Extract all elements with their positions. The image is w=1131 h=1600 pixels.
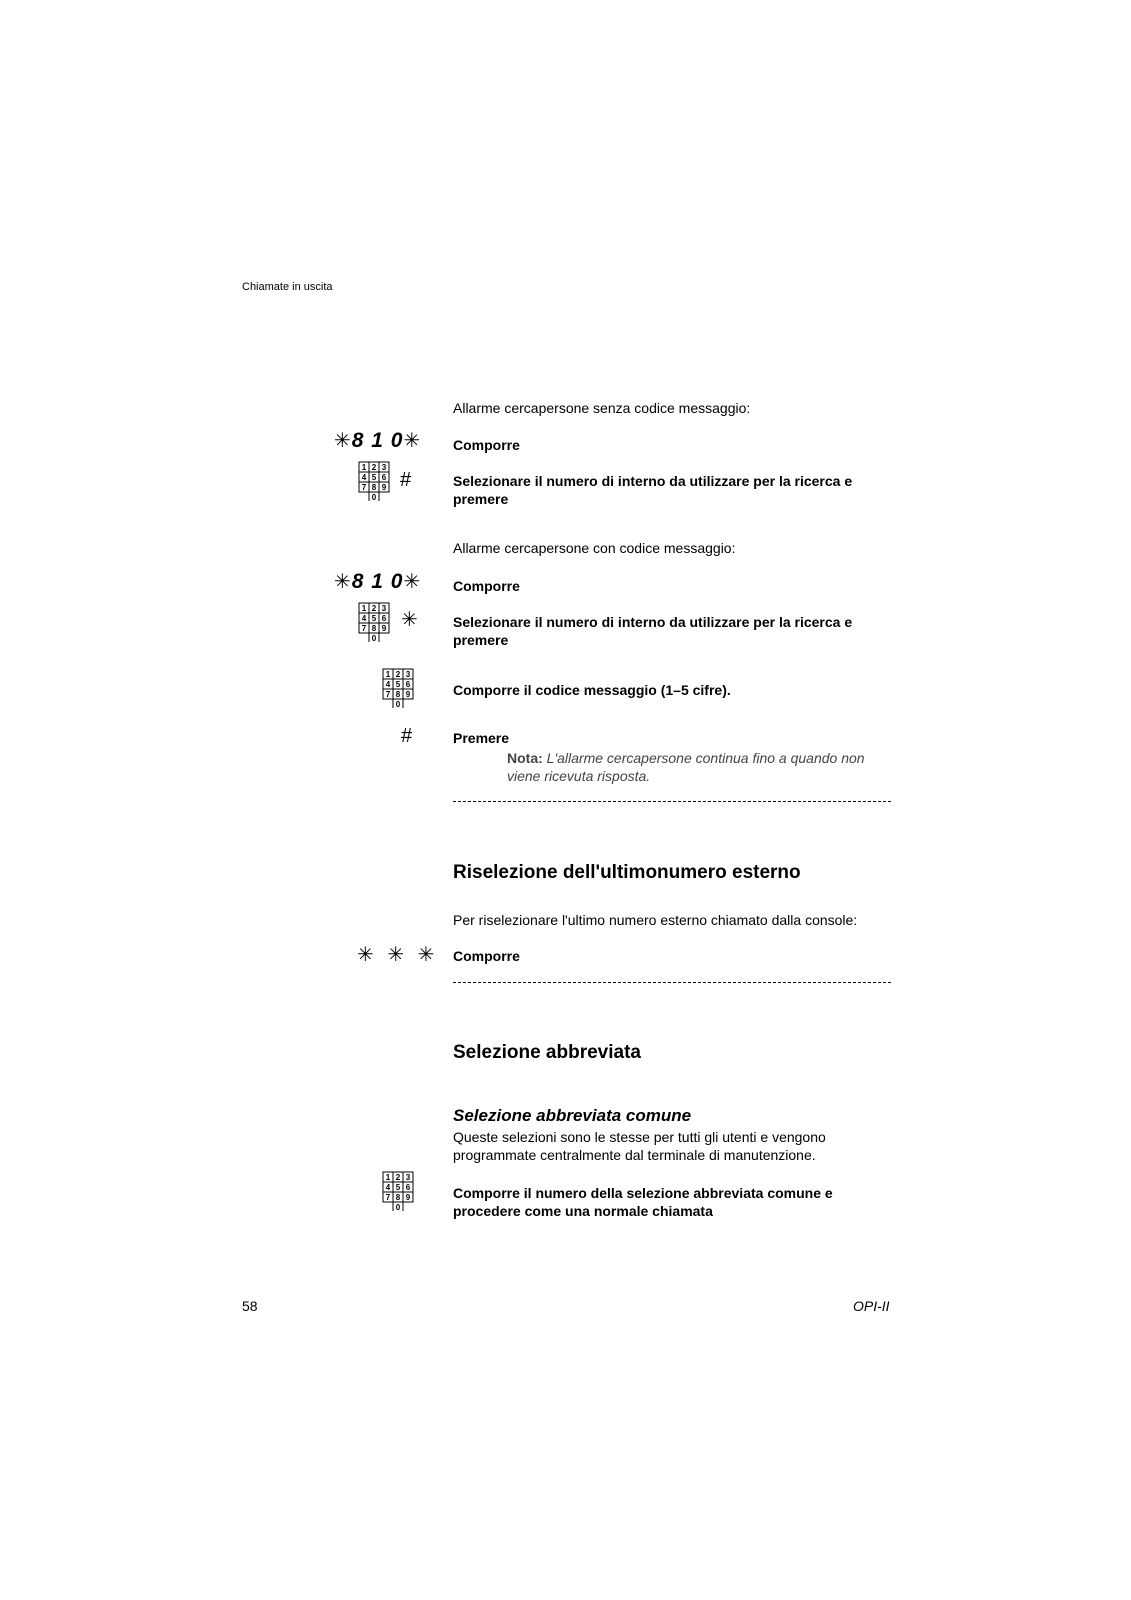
keypad-key-label: 7	[385, 1193, 391, 1202]
keypad-key-label: 8	[395, 1193, 401, 1202]
keypad-key-label: 0	[371, 634, 377, 642]
keypad-key-label: 2	[395, 1173, 401, 1182]
keypad-key-label: 4	[361, 614, 367, 623]
keypad-key-label: 5	[371, 614, 377, 623]
keypad-key-label: 3	[405, 1173, 411, 1182]
keypad-icon	[382, 668, 414, 713]
star-icon: ✳	[403, 430, 422, 452]
keypad-key-label: 2	[371, 604, 377, 613]
keypad-key-label: 1	[385, 1173, 391, 1182]
keypad-key-label: 9	[405, 1193, 411, 1202]
block2-step2: Selezionare il numero di interno da utilizzare per la ricerca e premere	[453, 614, 853, 648]
star-icon: ✳	[334, 430, 352, 452]
keypad-key-label: 0	[371, 493, 377, 501]
keypad-key-label: 9	[405, 690, 411, 699]
note-label: Nota:	[507, 750, 543, 766]
note	[507, 749, 897, 785]
keypad-key-label: 9	[381, 624, 387, 633]
keypad-key-label: 1	[361, 463, 367, 472]
keypad-key-label: 2	[371, 463, 377, 472]
keypad-key-label: 8	[395, 690, 401, 699]
speed-intro: Queste selezioni sono le stesse per tutti gli utenti e vengono programmate centralmente dal terminale di manutenzione.	[453, 1129, 826, 1163]
star-icon: ✳	[403, 571, 422, 593]
redial-intro: Per riselezionare l'ultimo numero esterno chiamato dalla console:	[453, 912, 858, 928]
keypad-key-label: 6	[381, 473, 387, 482]
keypad-key-label: 8	[371, 483, 377, 492]
keypad-key-label: 7	[385, 690, 391, 699]
keypad-key-label: 5	[395, 1183, 401, 1192]
keypad-key-label: 1	[361, 604, 367, 613]
section-header: Chiamate in uscita	[242, 281, 333, 293]
keypad-key-label: 6	[405, 1183, 411, 1192]
block2-step4: Premere	[453, 730, 510, 746]
hash-icon: #	[400, 469, 412, 491]
block1-code	[334, 429, 421, 453]
keypad-icon	[382, 1171, 414, 1216]
keypad-key-label: 3	[381, 463, 387, 472]
block2-step3: Comporre il codice messaggio (1–5 cifre).	[453, 682, 731, 698]
block1-step2: Selezionare il numero di interno da utilizzare per la ricerca e premere	[453, 473, 853, 507]
product-name: OPI-II	[853, 1298, 890, 1314]
keypad-icon	[358, 461, 390, 506]
speed-title: Selezione abbreviata	[453, 1042, 641, 1063]
keypad-graphic	[382, 1171, 414, 1211]
keypad-graphic	[358, 461, 390, 501]
page-number: 58	[242, 1298, 258, 1314]
keypad-key-label: 1	[385, 670, 391, 679]
block1-step1: Comporre	[453, 437, 520, 453]
keypad-key-label: 3	[381, 604, 387, 613]
star-icon: ✳	[401, 609, 418, 631]
keypad-key-label: 4	[361, 473, 367, 482]
keypad-graphic	[382, 668, 414, 708]
keypad-key-label: 0	[395, 700, 401, 708]
triple-star-icon: ✳ ✳ ✳	[357, 944, 439, 966]
speed-step: Comporre il numero della selezione abbreviata comune e procedere come una normale chiamata	[453, 1185, 833, 1219]
keypad-key-label: 4	[385, 1183, 391, 1192]
redial-step: Comporre	[453, 948, 520, 964]
divider	[453, 801, 891, 802]
keypad-graphic	[358, 602, 390, 642]
keypad-key-label: 0	[395, 1203, 401, 1211]
code-digits: 8 1 0	[351, 429, 404, 452]
note-text: L'allarme cercapersone continua fino a quando non viene ricevuta risposta.	[507, 750, 865, 784]
keypad-key-label: 6	[405, 680, 411, 689]
keypad-key-label: 7	[361, 483, 367, 492]
block2-code	[334, 570, 421, 594]
keypad-key-label: 7	[361, 624, 367, 633]
redial-title: Riselezione dell'ultimonumero esterno	[453, 862, 801, 883]
block2-intro: Allarme cercapersone con codice messaggio:	[453, 540, 736, 556]
speed-subtitle: Selezione abbreviata comune	[453, 1106, 692, 1125]
keypad-key-label: 9	[381, 483, 387, 492]
keypad-key-label: 6	[381, 614, 387, 623]
divider	[453, 982, 891, 983]
hash-icon: #	[401, 725, 413, 747]
keypad-key-label: 3	[405, 670, 411, 679]
keypad-key-label: 8	[371, 624, 377, 633]
keypad-key-label: 4	[385, 680, 391, 689]
block2-step1: Comporre	[453, 578, 520, 594]
keypad-key-label: 5	[395, 680, 401, 689]
block1-intro: Allarme cercapersone senza codice messaggio:	[453, 400, 751, 416]
keypad-key-label: 2	[395, 670, 401, 679]
star-icon: ✳	[334, 571, 352, 593]
keypad-icon	[358, 602, 390, 647]
keypad-key-label: 5	[371, 473, 377, 482]
code-digits: 8 1 0	[351, 570, 404, 593]
